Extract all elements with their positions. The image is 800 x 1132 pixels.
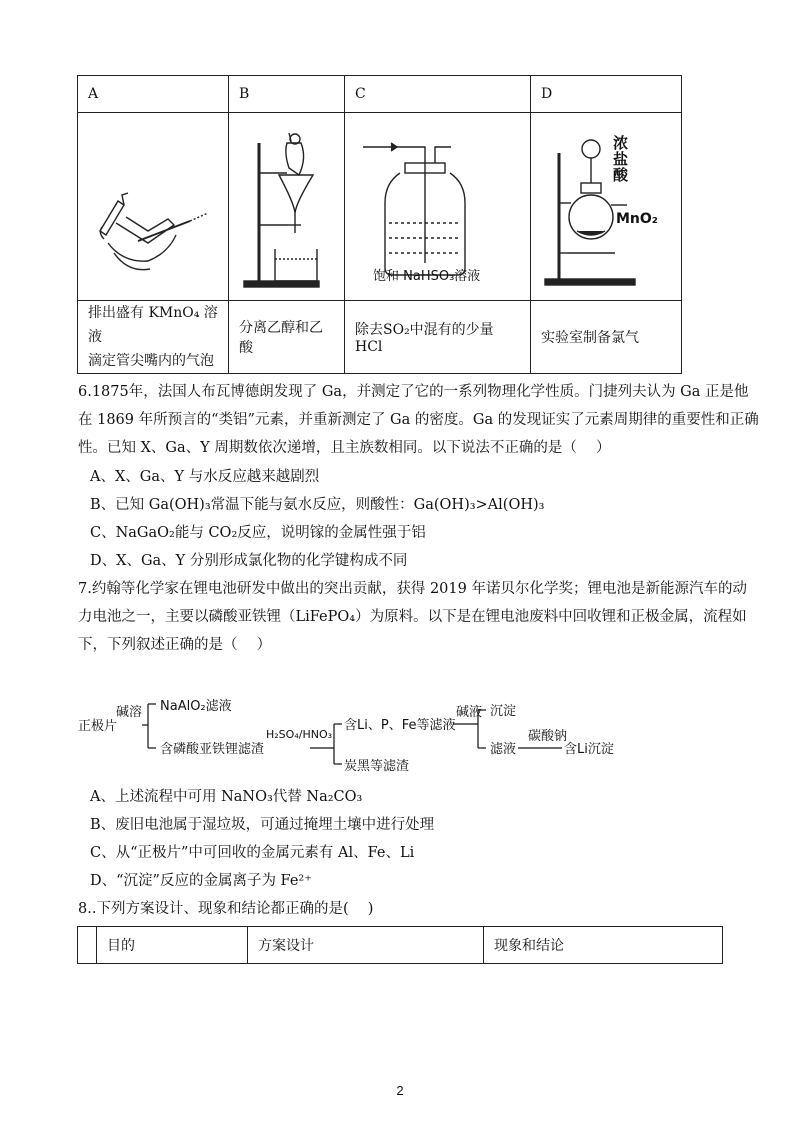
q5-d-label-top [613,135,628,183]
q5-desc-a [78,301,229,374]
q5-header-c: C [345,76,531,113]
flow-out4: 炭黑等滤渣 [344,759,410,774]
separatory-funnel-stand [229,113,344,296]
q8-header-design: 方案设计 [248,927,484,964]
q5-table [77,75,682,374]
q7-flowchart [78,690,638,780]
q5-d-label-right: MnO₂ [616,211,658,227]
q7-option-b: B、废旧电池属于湿垃圾，可通过掩埋土壤中进行处理 [90,817,435,833]
q5-desc-a-line2: 滴定管尖嘴内的气泡 [88,353,214,369]
q7-stem-line1: 7.约翰等化学家在锂电池研发中做出的突出贡献，获得 2019 年诺贝尔化学奖；锂电池是新能源汽车的动 [78,581,747,597]
q8-table [77,926,723,964]
flow-start: 正极片 [78,719,118,734]
q5-image-a [78,113,229,301]
burette-hand-illustration [78,113,226,296]
flow-out1: NaAlO₂滤液 [160,699,232,714]
flow-reagent4: 碳酸钠 [528,729,568,744]
q5-image-c [345,113,531,301]
q8-header-result: 现象和结论 [484,927,723,964]
q5-desc-d: 实验室制备氯气 [531,301,682,374]
q5-c-caption: 饱和 NaHSO₃溶液 [373,269,481,284]
page-number: 2 [396,1083,404,1098]
q5-header-b: B [229,76,345,113]
flow-out7: 含Li沉淀 [564,742,614,757]
q6-stem-line3: 性。已知 X、Ga、Y 周期数依次递增，且主族数相同。以下说法不正确的是（ ） [78,440,611,456]
q5-desc-a-line1: 排出盛有 KMnO₄ 溶液 [88,305,218,345]
flow-out3: 含Li、P、Fe等滤液 [344,718,456,733]
q6-option-a: A、X、Ga、Y 与水反应越来越剧烈 [90,469,320,485]
q6-option-b: B、已知 Ga(OH)₃常温下能与氨水反应，则酸性：Ga(OH)₃>Al(OH)₃ [90,497,545,513]
chlorine-generation-apparatus [531,113,681,296]
q6-stem-line1: 6.1875年，法国人布瓦博德朗发现了 Ga，并测定了它的一系列物理化学性质。门捷列夫认为 Ga 正是他 [78,384,749,400]
flow-out6: 滤液 [490,742,517,757]
q5-desc-c: 除去SO₂中混有的少量HCl [345,301,531,374]
flow-out2: 含磷酸亚铁锂滤渣 [160,742,265,757]
flow-reagent3: 碱液 [456,705,483,720]
q5-desc-b: 分离乙醇和乙酸 [229,301,345,374]
q6-option-d: D、X、Ga、Y 分别形成氯化物的化学键构成不同 [90,553,408,569]
q5-header-a: A [78,76,229,113]
flow-out5: 沉淀 [490,704,517,719]
q5-d-label-char: 盐 [613,150,629,168]
q7-stem-line3: 下，下列叙述正确的是（ ） [78,637,272,653]
q7-option-a: A、上述流程中可用 NaNO₃代替 Na₂CO₃ [90,789,363,805]
q5-image-b [229,113,345,301]
q8-stem: 8..下列方案设计、现象和结论都正确的是( ) [78,901,374,917]
q7-option-d: D、“沉淀”反应的金属离子为 Fe²⁺ [90,873,312,889]
q6-option-c: C、NaGaO₂能与 CO₂反应，说明镓的金属性强于铝 [90,525,426,541]
q5-header-d: D [531,76,682,113]
q5-d-label-char: 浓 [613,134,629,152]
q8-header-purpose: 目的 [97,927,248,964]
flow-step1-reagent: 碱溶 [116,705,143,720]
q5-d-label-char: 酸 [613,166,629,184]
flow-reagent2: H₂SO₄/HNO₃ [266,728,333,741]
q8-blank-cell [78,927,97,964]
q7-stem-line2: 力电池之一，主要以磷酸亚铁锂（LiFePO₄）为原料。以下是在锂电池废料中回收锂和正极金属，流程如 [78,609,747,625]
q7-option-c: C、从“正极片”中可回收的金属元素有 Al、Fe、Li [90,845,415,861]
q5-image-d [531,113,682,301]
q6-stem-line2: 在 1869 年所预言的“类铝”元素，并重新测定了 Ga 的密度。Ga 的发现证实了元素周期律的重要性和正确 [78,412,759,428]
